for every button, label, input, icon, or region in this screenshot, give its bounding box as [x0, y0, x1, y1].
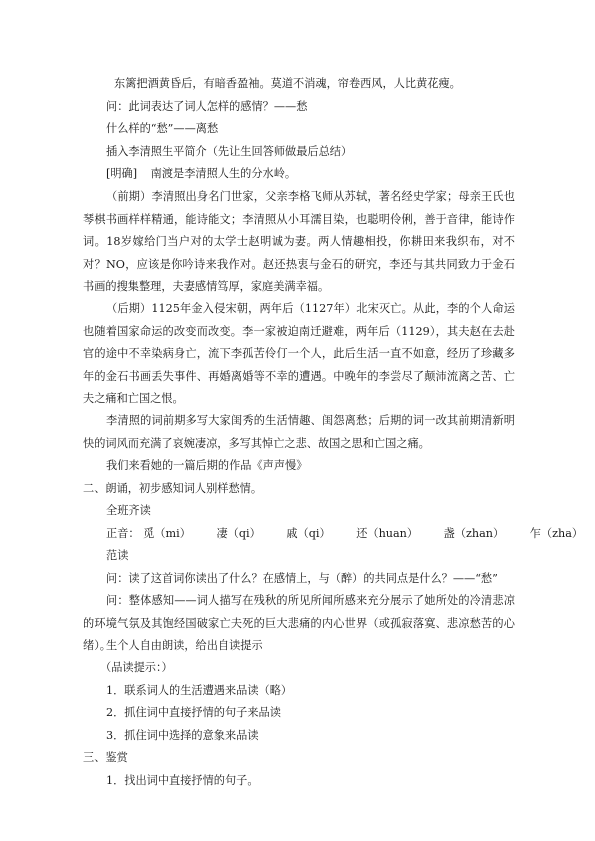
paragraph-early-life: （前期）李清照出身名门世家，父亲李格飞师从苏轼，著名经史学家；母亲王氏也琴棋书画样样精通，能诗能文；李清照从小耳濡目染，也聪明伶俐，善于音律，能诗作词。18岁嫁给门当户对的太学士赵明诚为妻。两人情趣相投，你耕田来我织布，对不对？NO，应该是你吟诗来我作对。赵还热衷与金石的研究，李还与其共同致力于金石书画的搜集整理，夫妻感情笃厚，家庭美满幸福。 — [83, 190, 515, 293]
question-what-sorrow: 什么样的“愁”——离愁 — [106, 122, 219, 135]
pronunciation-line — [106, 523, 583, 546]
insert-biography-note: 插入李清照生平简介（先让生回答师做最后总结） — [106, 145, 353, 158]
paragraph-late-life: （后期）1125年金入侵宋朝，两年后（1127年）北宋灭亡。从此，李的个人命运也随着国家命运的改变而改变。李一家被迫南迁避难，两年后（1129），其夫赵在去赴官的途中不幸染病身亡，流下李孤苦伶仃一个人，此后生活一直不如意，经历了珍藏多年的金石书画丢失事件、再婚离婚等不幸的遭遇。中晚年的李尝尽了颠沛流离之苦、亡夫之痛和亡国之恨。 — [83, 302, 515, 405]
reading-hint-2: 2．抓住词中直接抒情的句子来品读 — [106, 706, 281, 719]
pron-item: 觅（mi） — [143, 527, 191, 540]
section-3-title: 三、鉴赏 — [83, 751, 128, 764]
paragraph-style-summary: 李清照的词前期多写大家闺秀的生活情趣、闺怨离愁；后期的词一改其前期清新明快的词风而充满了哀婉凄凉，多写其悼亡之悲、故国之思和亡国之痛。 — [83, 414, 515, 450]
free-reading-note: 生个人自由朗读，给出自读提示 — [106, 639, 263, 652]
clarify-line — [106, 163, 296, 186]
pron-item: 乍（zha） — [529, 527, 584, 540]
poem-closing-lines: 东篱把酒黄昏后，有暗香盈袖。莫道不消魂，帘卷西风，人比黄花瘦。 — [114, 77, 461, 90]
clarify-text: 南渡是李清照人生的分水岭。 — [150, 167, 297, 180]
pron-item: 还（huan） — [356, 527, 419, 540]
clarify-label: [明确] — [106, 167, 138, 180]
question-after-reading: 问：读了这首词你读出了什么？在感情上，与（醉）的共同点是什么？——“愁” — [106, 572, 498, 585]
reading-hint-1: 1．联系词人的生活遭遇来品读（略） — [106, 684, 293, 697]
paragraph-overall-perception: 问：整体感知——词人描写在残秋的所见所闻所感来充分展示了她所处的冷清悲凉的环境气氛及其饱经国破家亡夫死的巨大悲痛的内心世界（或孤寂落寞、悲凉愁苦的心绪）。 — [83, 594, 515, 652]
section-2-title: 二、朗诵，初步感知词人别样愁情。 — [83, 482, 263, 495]
section-3-item-1: 1．找出词中直接抒情的句子。 — [106, 774, 259, 787]
reading-hint-3: 3．抓住词中选择的意象来品读 — [106, 729, 259, 742]
question-feeling: 问：此词表达了词人怎样的感情？——愁 — [106, 100, 308, 113]
pron-item: 凄（qi） — [216, 527, 261, 540]
read-work-intro: 我们来看她的一篇后期的作品《声声慢》 — [106, 459, 308, 472]
pronunciation-label: 正音： — [106, 527, 140, 540]
pron-item: 盏（zhan） — [443, 527, 505, 540]
reading-hint-title: （品读提示：） — [100, 661, 173, 674]
pron-item: 戚（qi） — [286, 527, 331, 540]
whole-class-reading: 全班齐读 — [106, 504, 151, 517]
model-reading: 范读 — [106, 549, 129, 562]
